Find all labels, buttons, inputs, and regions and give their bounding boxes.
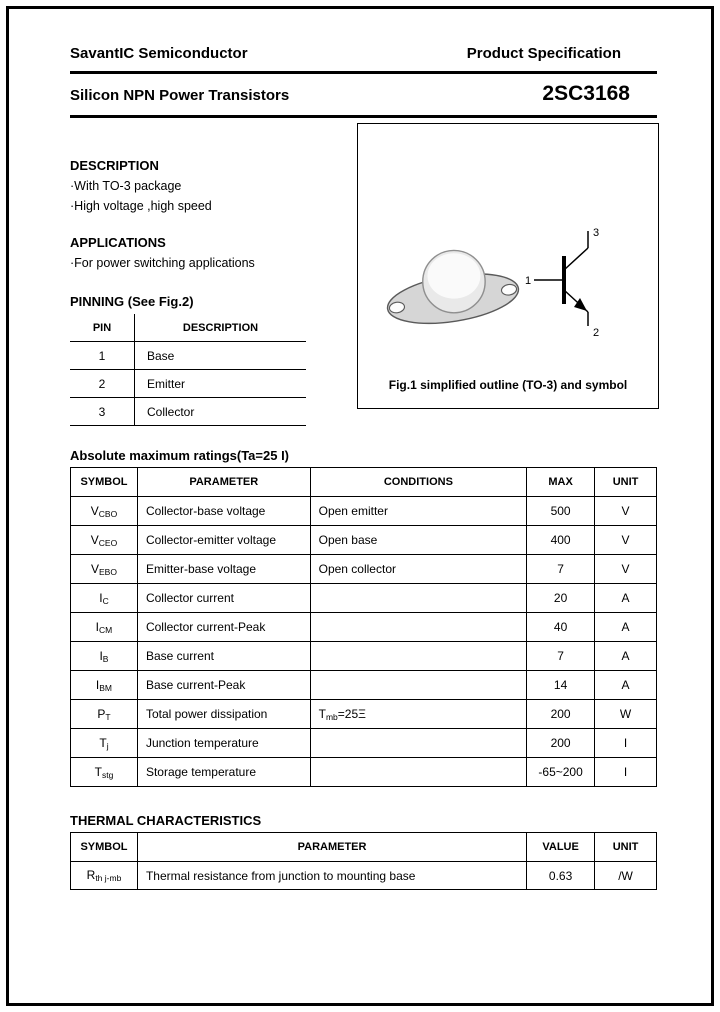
pinning-table-header — [70, 314, 306, 342]
symbol-cell: $V_{CEO}$ — [71, 526, 138, 555]
description-item: ·With TO-3 package — [70, 179, 182, 193]
to3-can-highlight — [427, 253, 480, 298]
conditions-cell — [310, 642, 527, 671]
applications-item: ·For power switching applications — [70, 256, 255, 270]
applications-heading: APPLICATIONS — [70, 235, 166, 250]
company-name: SavantIC Semiconductor — [70, 45, 248, 62]
parameter-cell: Collector current — [137, 584, 310, 613]
pinning-table — [70, 314, 306, 426]
description-heading: DESCRIPTION — [70, 158, 159, 173]
pin-number-cell: 1 — [70, 342, 135, 370]
max-cell: 200 — [527, 729, 595, 758]
conditions-cell: Open collector — [310, 555, 527, 584]
pin-description-cell: Base — [135, 342, 307, 370]
unit-cell: A — [595, 671, 657, 700]
conditions-cell — [310, 584, 527, 613]
to3-package-drawing — [382, 240, 524, 344]
rating-row — [71, 758, 657, 787]
parameter-cell: Thermal resistance from junction to mounting base — [137, 862, 526, 890]
max-cell: 14 — [527, 671, 595, 700]
rating-row — [71, 642, 657, 671]
rating-row — [71, 613, 657, 642]
abs-ratings-header — [71, 468, 657, 497]
conditions-cell — [310, 729, 527, 758]
header-rule — [70, 71, 657, 74]
pin-table-body — [70, 342, 306, 426]
rating-row — [71, 584, 657, 613]
symbol-cell: $V_{EBO}$ — [71, 555, 138, 584]
thermal-heading: THERMAL CHARACTERISTICS — [70, 813, 262, 828]
max-column-header: MAX — [527, 468, 595, 497]
thermal-table-body — [71, 862, 657, 890]
page-title: Silicon NPN Power Transistors — [70, 87, 290, 104]
conditions-cell: Open emitter — [310, 497, 527, 526]
pin-number-cell: 2 — [70, 370, 135, 398]
table-header-row — [71, 468, 657, 497]
max-cell: 7 — [527, 555, 595, 584]
pin-column-header: PIN — [70, 314, 135, 342]
symbol-pin-label-emitter: 2 — [593, 327, 600, 339]
unit-cell: V — [595, 555, 657, 584]
pin-table-row — [70, 398, 306, 426]
thermal-table — [70, 832, 657, 890]
symbol-cell: $I_C$ — [71, 584, 138, 613]
symbol-cell: $V_{CBO}$ — [71, 497, 138, 526]
rating-row — [71, 555, 657, 584]
description-item: ·High voltage ,high speed — [70, 199, 212, 213]
conditions-cell — [310, 758, 527, 787]
unit-cell: A — [595, 613, 657, 642]
figure-1-box — [357, 123, 659, 409]
unit-column-header: UNIT — [595, 468, 657, 497]
max-cell: 40 — [527, 613, 595, 642]
unit-cell: A — [595, 584, 657, 613]
symbol-cell: $T_{stg}$ — [71, 758, 138, 787]
symbol-cell: $P_T$ — [71, 700, 138, 729]
symbol-cell: $R_{th j-mb}$ — [71, 862, 138, 890]
npn-transistor-symbol — [524, 224, 628, 344]
pin-description-cell: Collector — [135, 398, 307, 426]
pin-description-cell: Emitter — [135, 370, 307, 398]
symbol-pin-label-collector: 3 — [593, 227, 600, 239]
thermal-table-header — [71, 833, 657, 862]
symbol-pin-label-base: 1 — [525, 275, 532, 287]
parameter-cell: Base current — [137, 642, 310, 671]
page-header — [70, 45, 657, 62]
abs-table-body — [71, 497, 657, 787]
part-number: 2SC3168 — [542, 82, 630, 105]
parameter-column-header: PARAMETER — [137, 833, 526, 862]
pin-number-cell: 3 — [70, 398, 135, 426]
collector-line — [564, 248, 588, 270]
title-row — [70, 82, 657, 106]
abs-ratings-table — [70, 467, 657, 787]
value-cell: 0.63 — [527, 862, 595, 890]
table-header-row — [71, 833, 657, 862]
symbol-cell: $I_{CM}$ — [71, 613, 138, 642]
unit-cell: /W — [595, 862, 657, 890]
conditions-cell — [310, 671, 527, 700]
description-column-header: DESCRIPTION — [135, 314, 307, 342]
rating-row — [71, 497, 657, 526]
unit-cell: W — [595, 700, 657, 729]
abs-ratings-heading: Absolute maximum ratings(Ta=25 I) — [70, 448, 290, 463]
max-cell: -65~200 — [527, 758, 595, 787]
symbol-cell: $T_j$ — [71, 729, 138, 758]
parameter-cell: Total power dissipation — [137, 700, 310, 729]
parameter-cell: Junction temperature — [137, 729, 310, 758]
max-cell: 400 — [527, 526, 595, 555]
unit-cell: I — [595, 729, 657, 758]
rating-row — [71, 700, 657, 729]
doc-type-label: Product Specification — [466, 45, 621, 62]
rating-row — [71, 729, 657, 758]
max-cell: 200 — [527, 700, 595, 729]
symbol-cell: $I_B$ — [71, 642, 138, 671]
pin-table-row — [70, 370, 306, 398]
unit-cell: A — [595, 642, 657, 671]
value-column-header: VALUE — [527, 833, 595, 862]
conditions-cell: $T_{mb}=25\Xi$ — [310, 700, 527, 729]
symbol-cell: $I_{BM}$ — [71, 671, 138, 700]
figure-caption: Fig.1 simplified outline (TO-3) and symbol — [388, 378, 628, 392]
unit-cell: V — [595, 497, 657, 526]
unit-cell: I — [595, 758, 657, 787]
unit-cell: V — [595, 526, 657, 555]
max-cell: 7 — [527, 642, 595, 671]
conditions-column-header: CONDITIONS — [310, 468, 527, 497]
symbol-column-header: SYMBOL — [71, 833, 138, 862]
rating-row — [71, 526, 657, 555]
title-rule — [70, 115, 657, 118]
conditions-cell: Open base — [310, 526, 527, 555]
parameter-cell: Emitter-base voltage — [137, 555, 310, 584]
pin-table-row — [70, 342, 306, 370]
conditions-cell — [310, 613, 527, 642]
pinning-heading: PINNING (See Fig.2) — [70, 294, 194, 309]
unit-column-header: UNIT — [595, 833, 657, 862]
parameter-cell: Collector current-Peak — [137, 613, 310, 642]
parameter-cell: Collector-base voltage — [137, 497, 310, 526]
thermal-row — [71, 862, 657, 890]
parameter-column-header: PARAMETER — [137, 468, 310, 497]
symbol-column-header: SYMBOL — [71, 468, 138, 497]
parameter-cell: Collector-emitter voltage — [137, 526, 310, 555]
table-header-row — [70, 314, 306, 342]
parameter-cell: Storage temperature — [137, 758, 310, 787]
parameter-cell: Base current-Peak — [137, 671, 310, 700]
max-cell: 500 — [527, 497, 595, 526]
rating-row — [71, 671, 657, 700]
max-cell: 20 — [527, 584, 595, 613]
